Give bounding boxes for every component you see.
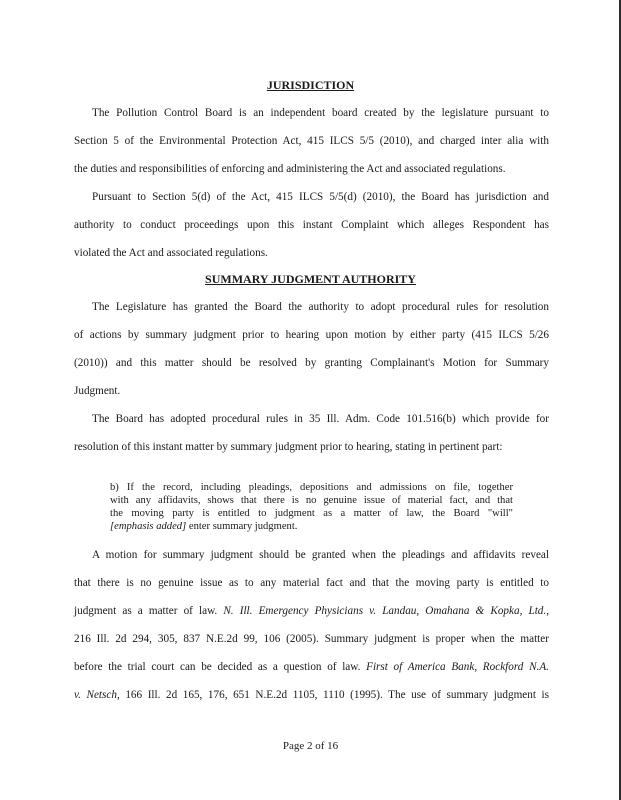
jurisdiction-p1-line1: The Pollution Control Board is an independent board created by the legislature pursuant to — [92, 107, 549, 119]
summary-p1-line4: Judgment. — [74, 385, 121, 397]
motion-line3-pre: judgment as a matter of law. — [74, 605, 224, 617]
motion-line2: that there is no genuine issue as to any material fact and that the moving party is entitled to — [74, 577, 549, 589]
jurisdiction-p1-line2: Section 5 of the Environmental Protection Act, 415 ILCS 5/5 (2010), and charged inter alia with — [74, 135, 549, 147]
quote-emphasis: [emphasis added] — [110, 521, 187, 532]
page-number-footer: Page 2 of 16 — [282, 740, 339, 752]
jurisdiction-p2-line1: Pursuant to Section 5(d) of the Act, 415 ILCS 5/5(d) (2010), the Board has jurisdiction and — [92, 191, 549, 203]
quote-line4 — [110, 520, 513, 533]
heading-jurisdiction: JURISDICTION — [266, 78, 355, 92]
jurisdiction-p2-line2: authority to conduct proceedings upon this instant Complaint which alleges Respondent has — [74, 219, 549, 231]
case-name-landau: N. Ill. Emergency Physicians v. Landau, Omahana & Kopka, Ltd. — [223, 605, 547, 617]
motion-line3 — [74, 604, 549, 618]
summary-p1-line3: (2010)) and this matter should be resolved by granting Complainant's Motion for Summary — [74, 357, 549, 369]
heading-summary-judgment: SUMMARY JUDGMENT AUTHORITY — [205, 272, 416, 286]
jurisdiction-p1-line3: the duties and responsibilities of enforcing and administering the Act and associated regulations. — [74, 163, 506, 175]
motion-line3-post: , — [546, 605, 549, 617]
motion-line5-pre: before the trial court can be decided as a question of law. — [74, 661, 367, 673]
motion-line5 — [74, 660, 549, 674]
quote-line1: b) If the record, including pleadings, depositions and admissions on file, together — [110, 482, 513, 493]
motion-line6-post: , 166 Ill. 2d 165, 176, 651 N.E.2d 1105, 1110 (1995). The use of summary judgment is — [116, 689, 549, 701]
summary-p2-line2: resolution of this instant matter by summary judgment prior to hearing, stating in pertinent part: — [74, 441, 503, 453]
summary-p1-line2: of actions by summary judgment prior to hearing upon motion by either party (415 ILCS 5/26 — [74, 329, 549, 341]
summary-p2-line1: The Board has adopted procedural rules in 35 Ill. Adm. Code 101.516(b) which provide for — [92, 413, 549, 425]
summary-p1-line1: The Legislature has granted the Board the authority to adopt procedural rules for resolution — [92, 301, 549, 313]
motion-line4: 216 Ill. 2d 294, 305, 837 N.E.2d 99, 106 (2005). Summary judgment is proper when the matter — [74, 633, 549, 645]
case-name-first-america: First of America Bank, Rockford N.A. — [366, 661, 549, 673]
quote-line3: the moving party is entitled to judgment as a matter of law, the Board "will" — [110, 508, 513, 519]
quote-line4-rest: enter summary judgment. — [186, 521, 298, 532]
quote-line2: with any affidavits, shows that there is no genuine issue of material fact, and that — [110, 495, 513, 506]
case-name-netsch: v. Netsch — [74, 689, 117, 701]
motion-line6 — [74, 688, 549, 702]
jurisdiction-p2-line3: violated the Act and associated regulations. — [74, 247, 268, 259]
motion-line1: A motion for summary judgment should be granted when the pleadings and affidavits reveal — [92, 549, 549, 561]
